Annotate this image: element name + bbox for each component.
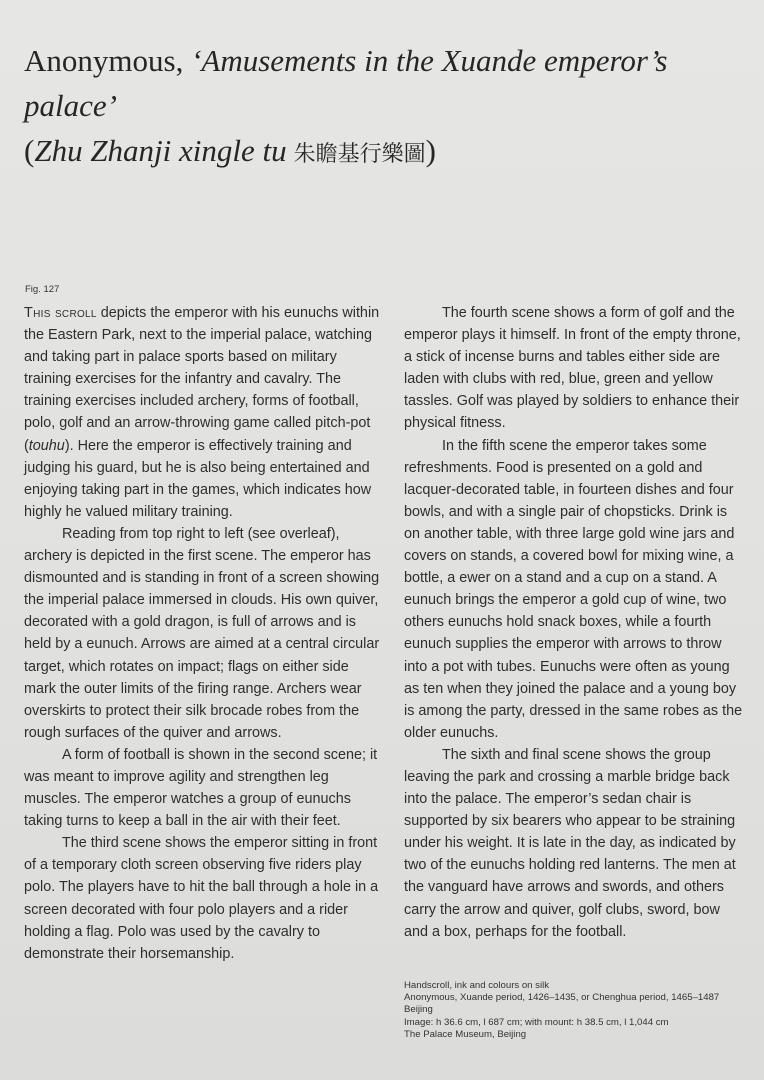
left-p1-italic-term: touhu [28, 437, 65, 454]
title-pinyin: Zhu Zhanji xingle tu [34, 133, 287, 168]
title-work-name: ‘Amusements in the Xuande emperor’s palace’ [24, 43, 668, 123]
caption-medium: Handscroll, ink and colours on silk [404, 980, 550, 991]
caption-dimensions: Image: h 36.6 cm, l 687 cm; with mount: h 38.5 cm, l 1,044 cm [404, 1016, 669, 1028]
left-paragraph-3: A form of football is shown in the second scene; it was meant to improve agility and strengthen leg muscles. The emperor watches a group of eunuchs taking turns to keep a ball in the air with their feet. [24, 746, 378, 830]
right-paragraph-1: The fourth scene shows a form of golf and the emperor plays it himself. In front of the empty throne, a stick of incense burns and tables either side are laden with clubs with red, blue, green and yellow tassles. Golf was played by soldiers to enhance their physical fitness. [404, 305, 741, 432]
left-paragraph-2: Reading from top right to left (see overleaf), archery is depicted in the first scene. The emperor has dismounted and is standing in front of a screen showing the imperial palace immersed in clouds. His own quiver, decorated with a gold dragon, is full of arrows and is held by a eunuch. Arrows are aimed at a central circular target, which rotates on impact; flags on either side mark the outer limits of the firing range. Archers wear overskirts to protect their silk brocade robes from the rough surfaces of the quiver and arrows. [24, 525, 380, 741]
title-author: Anonymous, [24, 43, 192, 78]
left-p1-text-a: depicts the emperor with his eunuchs within the Eastern Park, next to the imperial palace, watching and taking part in palace sports based on military training exercises for the infantry and cavalry. The training exercises included archery, forms of football, polo, golf and an arrow-throwing game called pitch-pot ( [24, 305, 380, 454]
artwork-caption [404, 980, 734, 1041]
right-paragraph-2: In the fifth scene the emperor takes some refreshments. Food is presented on a gold and lacquer-decorated table, in fourteen dishes and four bowls, and with a single pair of chopsticks. Drink is on another table, with three large gold wine jars and covers on stands, a covered bowl for mixing wine, a bottle, a ewer on a stand and a cup on a stand. A eunuch brings the emperor a gold cup of wine, two others eunuchs hold snack boxes, while a fourth eunuch supplies the emperor with arrows to throw into a pot with tubes. Eunuchs were often as young as ten when they joined the palace and a young boy is among the party, dressed in the same robes as the older eunuchs. [404, 437, 743, 741]
right-column [404, 302, 746, 943]
left-p1-text-b: ). Here the emperor is effectively training and judging his guard, but he is also being entertained and enjoying taking part in the games, which indicates how highly he valued military training. [24, 437, 372, 520]
figure-label: Fig. 127 [25, 284, 60, 295]
caption-place: Beijing [404, 1004, 433, 1016]
lead-in-small-caps: This scroll [24, 305, 97, 321]
right-paragraph-3: The sixth and final scene shows the group leaving the park and crossing a marble bridge back into the palace. The emperor’s sedan chair is supported by six bearers who appear to be straining under his weight. It is late in the day, as indicated by two of the eunuchs holding red lanterns. The men at the vanguard have arrows and swords, and others carry the arrow and quiver, golf clubs, sword, bow and a box, perhaps for the football. [404, 746, 736, 940]
page-title [24, 38, 744, 177]
title-open-paren: ( [24, 133, 35, 168]
left-paragraph-4: The third scene shows the emperor sitting in front of a temporary cloth screen observing five riders play polo. The players have to hit the ball through a hole in a screen decorated with four polo players and a rider holding a flag. Polo was used by the cavalry to demonstrate their horsemanship. [24, 835, 379, 962]
title-chinese: 朱瞻基行樂圖 [286, 142, 426, 167]
left-column [24, 302, 384, 965]
title-close-paren: ) [425, 133, 436, 168]
caption-attribution: Anonymous, Xuande period, 1426–1435, or Chenghua period, 1465–1487 [404, 992, 720, 1004]
caption-collection: The Palace Museum, Beijing [404, 1028, 527, 1040]
left-paragraph-1 [24, 302, 384, 523]
